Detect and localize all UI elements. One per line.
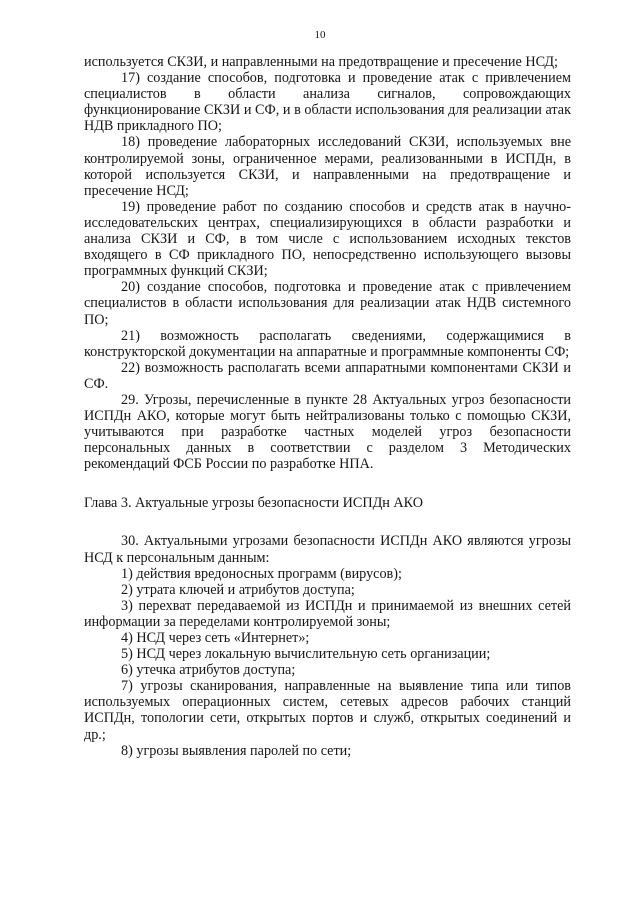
clause-30: 30. Актуальными угрозами безопасности ИСПДн АКО являются угрозы НСД к персональным данным: [84,533,571,566]
chapter-heading: Глава 3. Актуальные угрозы безопасности ИСПДн АКО [84,495,424,512]
list-item-19: 19) проведение работ по созданию способов и средств атак в научно-исследовательских центрах, специализирующихся в области разработки и анализа СКЗИ и СФ, в том числе с использованием исходных текстов входящего в СФ прикладного ПО, непосредственно использующего вызовы программных функций СКЗИ; [84,198,571,280]
list-item-21: 21) возможность располагать сведениями, содержащимися в конструкторской документации на аппаратные и программные компоненты СФ; [84,327,571,360]
threat-item-2: 2) утрата ключей и атрибутов доступа; [121,581,355,598]
list-item-17: 17) создание способов, подготовка и проведение атак с привлечением специалистов в области анализа сигналов, сопровождающих функционирование СКЗИ и СФ, и в области использования для реализации атак НДВ прикладного ПО; [84,70,571,135]
threat-item-3: 3) перехват передаваемой из ИСПДн и принимаемой из внешних сетей информации за переделами контролируемой зоны; [84,597,571,630]
list-item-20: 20) создание способов, подготовка и проведение атак с привлечением специалистов в области использования для реализации атак НДВ системного ПО; [84,279,571,328]
threat-item-1: 1) действия вредоносных программ (вирусов); [121,565,402,582]
list-item-18: 18) проведение лабораторных исследований СКЗИ, используемых вне контролируемой зоны, ограниченное мерами, реализованными в ИСПДн, в которой используется СКЗИ, и направленными на предотвращение и пресечение НСД; [84,134,571,199]
clause-29: 29. Угрозы, перечисленные в пункте 28 Актуальных угроз безопасности ИСПДн АКО, которые могут быть нейтрализованы только с помощью СКЗИ, учитываются при разработке частных моделей угроз безопасности персональных данных в соответствии с разделом 3 Методических рекомендаций ФСБ России по разработке НПА. [84,391,571,473]
paragraph-continuation: используется СКЗИ, и направленными на предотвращение и пресечение НСД; [84,54,558,70]
threat-item-6: 6) утечка атрибутов доступа; [121,662,296,679]
document-body [84,54,571,759]
page-number: 10 [314,29,326,41]
threat-item-5: 5) НСД через локальную вычислительную сеть организации; [121,646,491,663]
threat-item-7: 7) угрозы сканирования, направленные на выявление типа или типов используемых операционных систем, сетевых адресов рабочих станций ИСПДн, топологии сети, открытых портов и служб, открытых соединений и др.; [84,678,571,743]
threat-item-4: 4) НСД через сеть «Интернет»; [121,630,310,646]
threat-item-8: 8) угрозы выявления паролей по сети; [121,742,352,759]
list-item-22: 22) возможность располагать всеми аппаратными компонентами СКЗИ и СФ. [84,359,571,392]
